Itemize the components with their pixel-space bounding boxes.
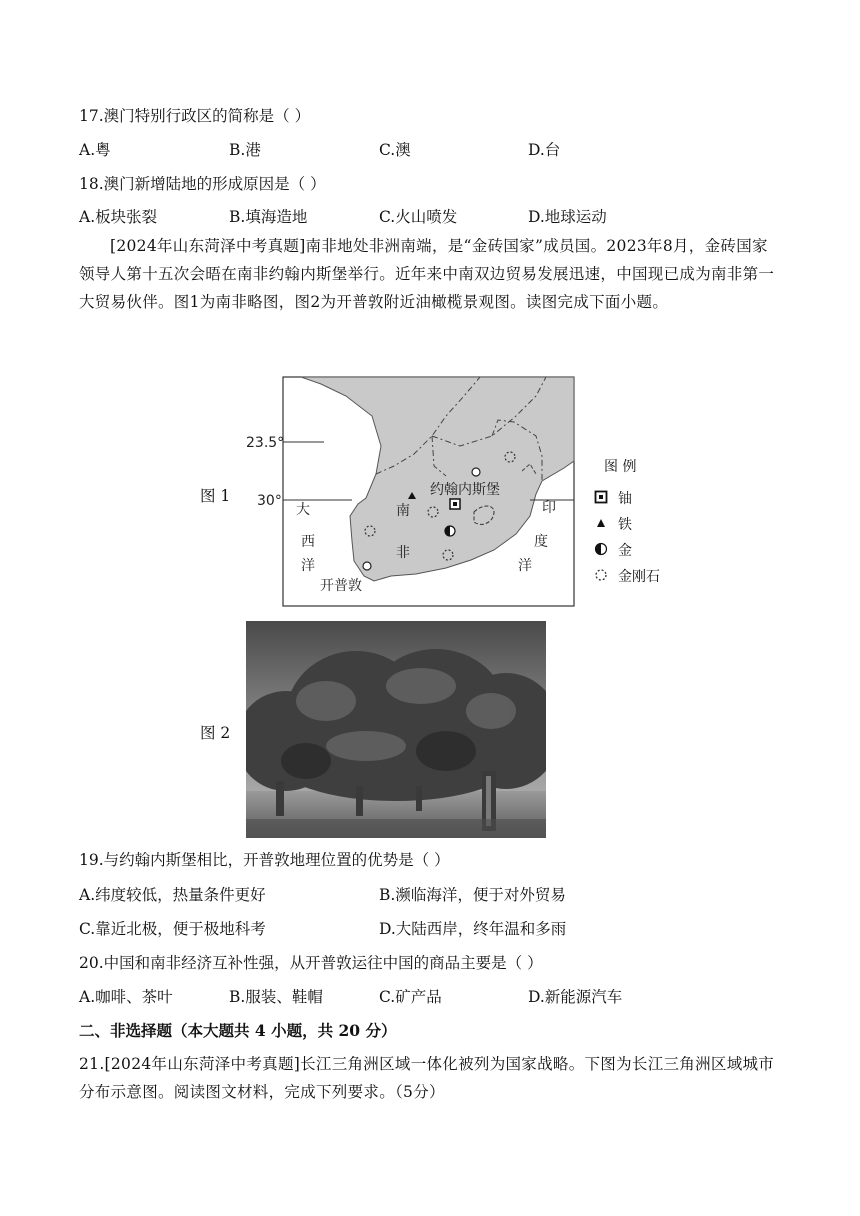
uranium-symbol [450,499,460,509]
lat-label-30: 30° [257,493,282,509]
question-18-stem: 18.澳门新增陆地的形成原因是（ ） [79,175,326,193]
olive-tree-photo [246,621,546,838]
q20-option-b: B.服装、鞋帽 [229,988,323,1006]
country-char-2: 非 [396,545,410,561]
atlantic-char-2: 西 [301,534,315,550]
question-20-stem: 20.中国和南非经济互补性强，从开普敦运往中国的商品主要是（ ） [79,954,543,972]
q17-option-d: D.台 [528,141,561,159]
indian-char-3: 洋 [518,558,532,574]
figure-1-label: 图 1 [200,487,231,505]
q18-option-c: C.火山喷发 [379,208,458,226]
q19-option-c: C.靠近北极，便于极地科考 [79,920,266,938]
q19-option-d: D.大陆西岸，终年温和多雨 [379,920,567,938]
q17-option-a: A.粤 [79,141,111,159]
question-21-stem: 21.[2024年山东菏泽中考真题]长江三角洲区域一体化被列为国家战略。下图为长江三角洲区域城市分布示意图。阅读图文材料，完成下列要求。（5分） [79,1055,775,1101]
capetown-label: 开普敦 [320,578,362,594]
atlantic-char-1: 大 [296,502,310,518]
uranium-icon [594,490,608,504]
legend-label-gold: 金 [618,543,632,559]
iron-icon [594,516,608,530]
question-19-stem: 19.与约翰内斯堡相比，开普敦地理位置的优势是（ ） [79,851,450,869]
q20-option-d: D.新能源汽车 [528,988,623,1006]
legend-item-uranium [594,486,674,512]
q20-option-a: A.咖啡、茶叶 [79,988,173,1006]
q17-option-c: C.澳 [379,141,411,159]
legend-label-diamond: 金刚石 [618,569,660,585]
q18-option-b: B.填海造地 [229,208,308,226]
indian-char-1: 印 [542,500,556,516]
figure-2-label: 图 2 [200,724,231,742]
section-2-heading: 二、非选择题（本大题共 4 小题，共 20 分） [79,1021,397,1040]
legend-item-iron [594,512,674,538]
indian-char-2: 度 [534,534,548,550]
question-17-stem: 17.澳门特别行政区的简称是（ ） [79,107,311,125]
q18-option-d: D.地球运动 [528,208,607,226]
legend-item-gold [594,538,674,564]
lat-label-23-5: 23.5° [246,435,285,451]
johannesburg-label: 约翰内斯堡 [430,482,500,498]
legend-label-iron: 铁 [618,517,632,533]
q19-option-b: B.濒临海洋，便于对外贸易 [379,886,566,904]
gold-symbol [445,526,455,536]
country-char-1: 南 [396,503,410,519]
gold-icon [594,542,608,556]
legend-item-diamond [594,564,674,590]
intro-paragraph: [2024年山东菏泽中考真题]南非地处非洲南端，是“金砖国家”成员国。2023年8月，金砖国家领导人第十五次会晤在南非约翰内斯堡举行。近年来中南双边贸易发展迅速，中国现已成为南非第一大贸易伙伴。图1为南非略图，图2为开普敦附近油橄榄景观图。读图完成下面小题。 [79,237,775,311]
diamond-icon [594,568,608,582]
legend-title: 图 例 [604,459,637,475]
map-legend [594,456,674,590]
legend-label-uranium: 铀 [618,491,632,507]
q17-option-b: B.港 [229,141,261,159]
q20-option-c: C.矿产品 [379,988,442,1006]
q18-option-a: A.板块张裂 [79,208,158,226]
q19-option-a: A.纬度较低，热量条件更好 [79,886,266,904]
atlantic-char-3: 洋 [301,558,315,574]
south-africa-map [246,376,576,608]
